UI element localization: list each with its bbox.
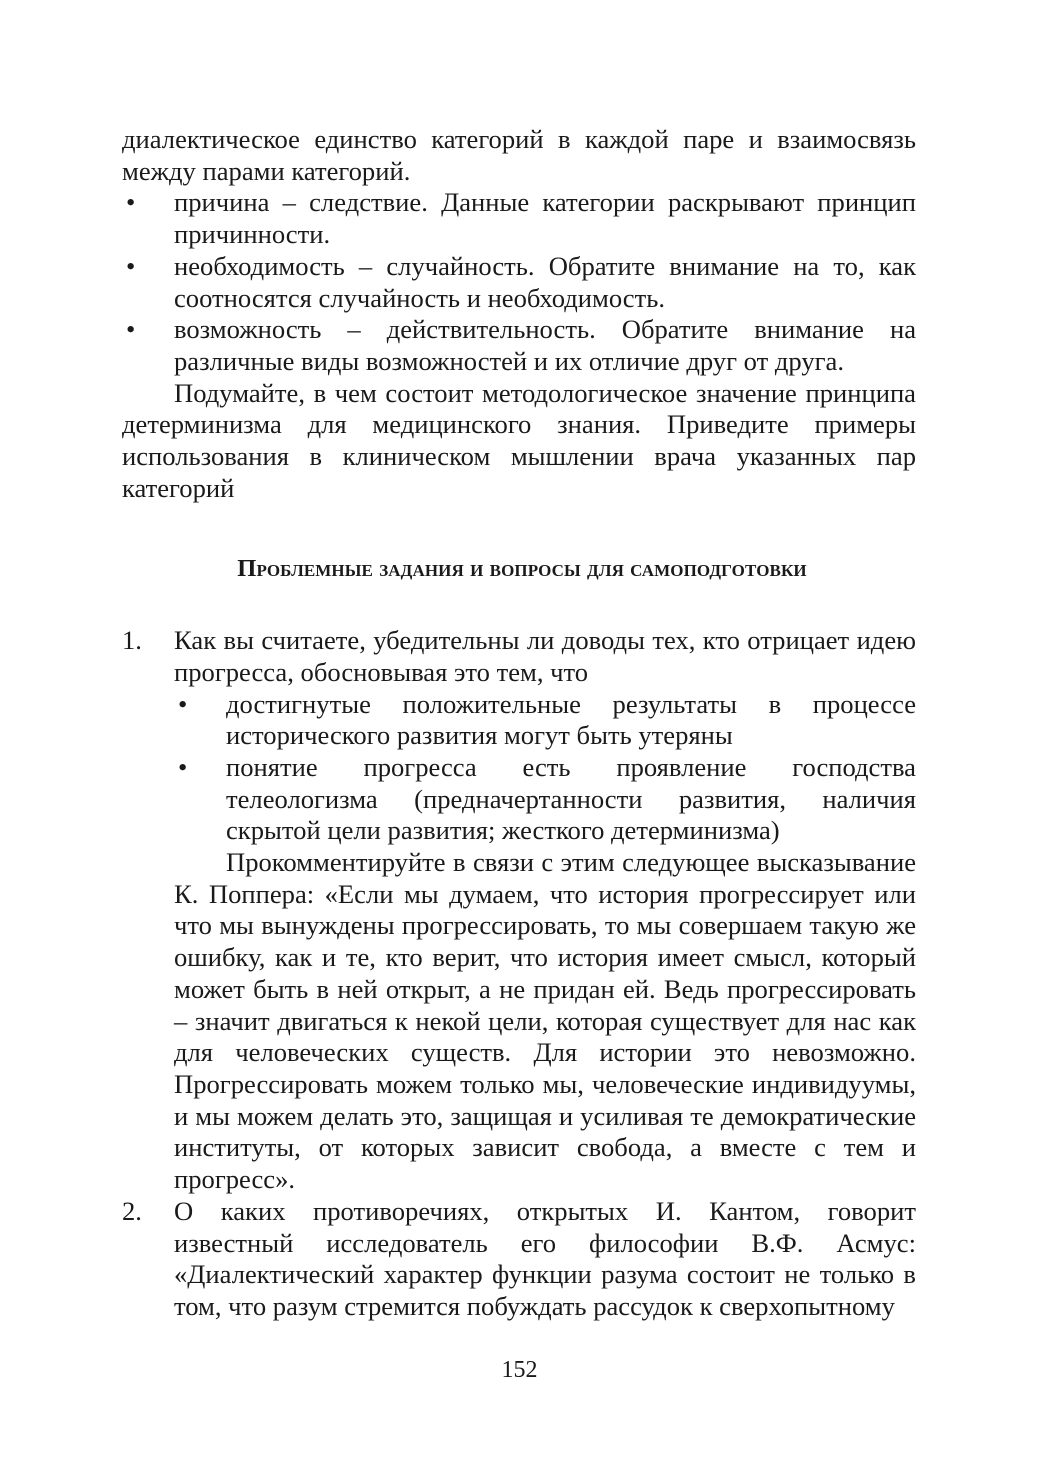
quote-paragraph: Прокомментируйте в связи с этим следующее высказывание К. Поппера: «Если мы думаем, что история прогрессирует или что мы вынуждены прогрессировать, то мы совершаем такую же ошибку, как и те, кто верит, что история имеет смысл, который может быть в ней открыт, а не придан ей. Ведь прогрессировать – значит двигаться к некой цели, которая существует для нас как для человеческих существ. Для истории это невозможно. Прогрессировать можем только мы, человеческие индивидуумы, и мы можем делать это, защищая и усиливая те демократические институты, от которых зависит свобода, а вместе с тем и прогресс». xyxy=(174,847,916,1195)
list-item xyxy=(174,689,916,752)
item-content xyxy=(174,625,916,1196)
bullet-text: достигнутые положительные результаты в процессе исторического развития могут быть утеряны xyxy=(226,688,916,751)
list-item xyxy=(122,314,916,377)
numbered-item xyxy=(122,1196,916,1323)
item-text: О каких противоречиях, открытых И. Кантом, говорит известный исследователь его философии В.Ф. Асмус: «Диалектический характер функции разума состоит не только в том, что разум стремится побуждать рассудок к сверхопытному xyxy=(174,1195,916,1321)
page-number: 152 xyxy=(501,1357,538,1383)
bullet-marker: • xyxy=(126,250,136,281)
bullet-marker: • xyxy=(178,751,188,782)
task-paragraph: Подумайте, в чем состоит методологическое значение принципа детерминизма для медицинского знания. Приведите примеры использования в клиническом мышлении врача указанных пар категорий xyxy=(122,377,916,503)
item-number: 1. xyxy=(122,625,142,656)
section-heading: Проблемные задания и вопросы для самоподготовки xyxy=(237,555,807,583)
list-item xyxy=(174,752,916,847)
list-item xyxy=(122,251,916,314)
bullet-marker: • xyxy=(126,187,136,218)
bullet-text: возможность – действительность. Обратите внимание на различные виды возможностей и их отличие друг от друга. xyxy=(174,314,916,376)
intro-continuation: диалектическое единство категорий в каждой паре и взаимосвязь между парами категорий. xyxy=(122,124,916,186)
sub-list xyxy=(174,689,916,848)
page-body xyxy=(122,124,916,1323)
bullet-text: необходимость – случайность. Обратите внимание на то, как соотносятся случайность и необходимость. xyxy=(174,250,916,313)
item-text: Как вы считаете, убедительны ли доводы тех, кто отрицает идею прогресса, обосновывая это тем, что xyxy=(174,625,916,687)
bullet-marker: • xyxy=(126,314,136,345)
numbered-item xyxy=(122,625,916,1196)
bullet-text: понятие прогресса есть проявление господства телеологизма (предначертанности развития, наличия скрытой цели развития; жесткого детерминизма) xyxy=(226,751,916,846)
bullet-marker: • xyxy=(178,688,188,719)
list-item xyxy=(122,187,916,250)
bullet-text: причина – следствие. Данные категории раскрывают принцип причинности. xyxy=(174,187,916,250)
item-number: 2. xyxy=(122,1195,142,1226)
item-content xyxy=(174,1196,916,1323)
